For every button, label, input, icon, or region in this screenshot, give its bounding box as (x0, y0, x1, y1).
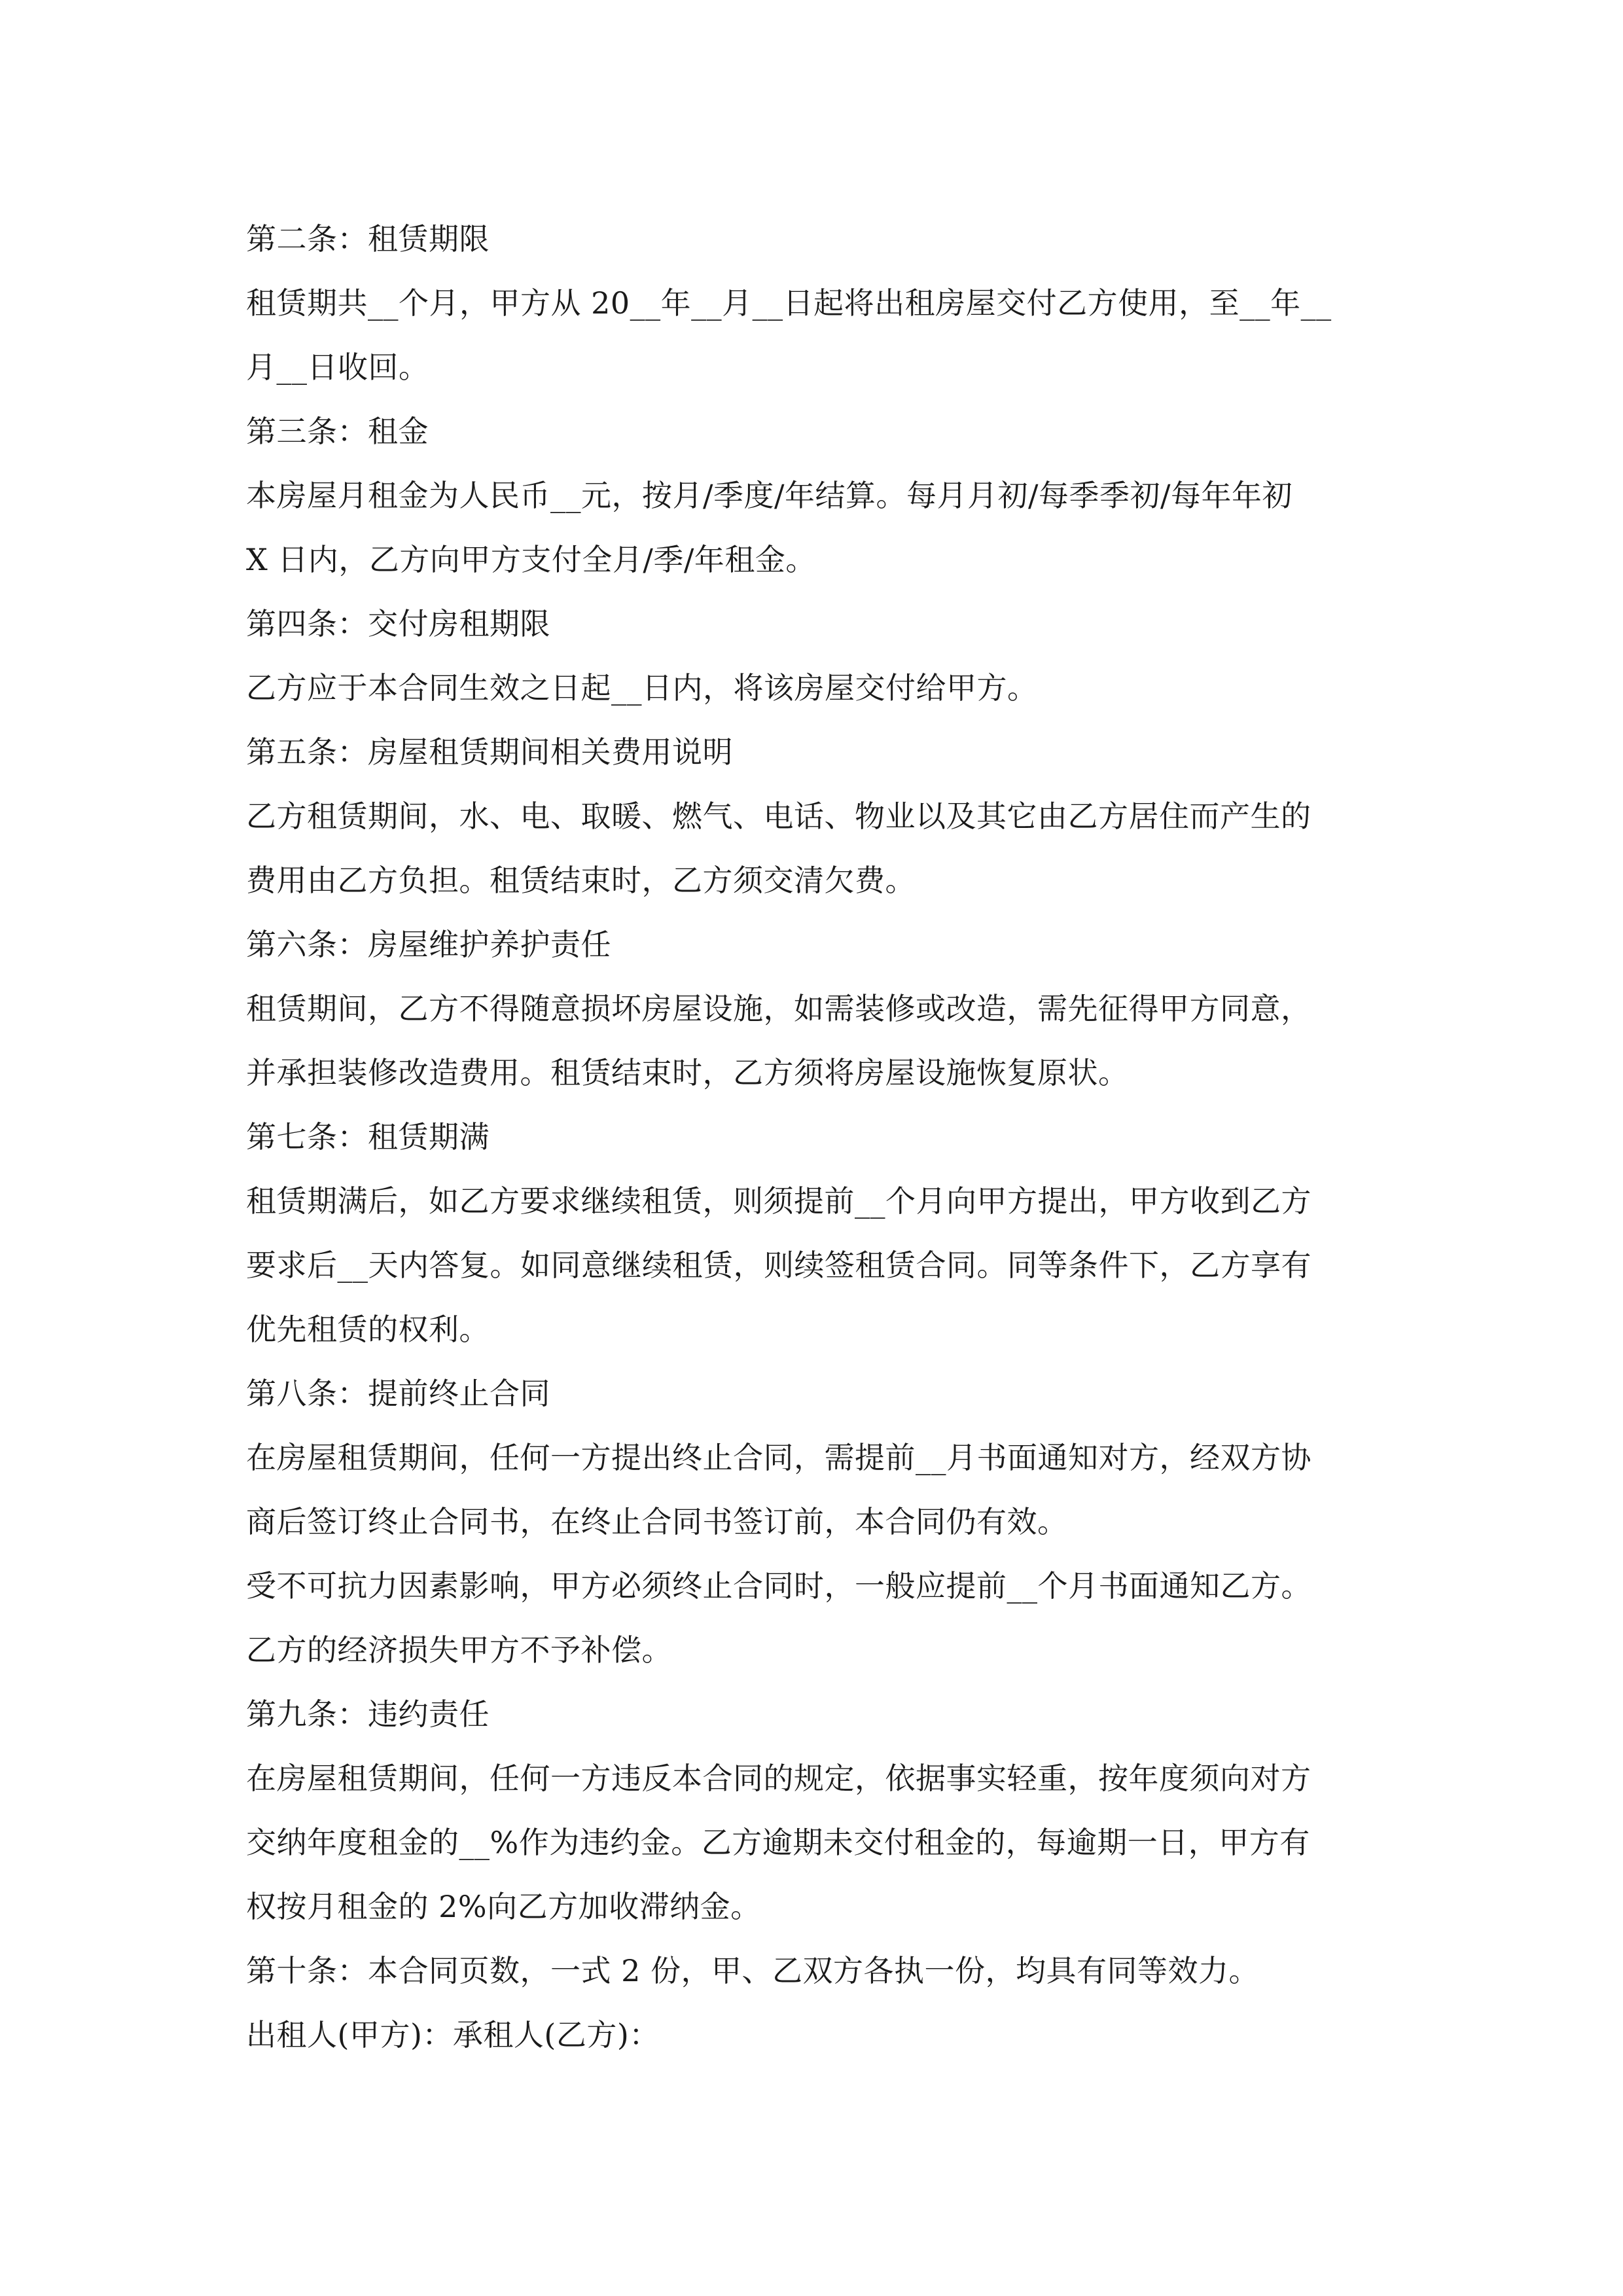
article-3-heading: 第三条：租金 (246, 414, 429, 449)
article-8-text-line-1: 在房屋租赁期间，任何一方提出终止合同，需提前__月书面通知对方，经双方协 (246, 1440, 1311, 1475)
article-9-text-line-2: 交纳年度租金的__%作为违约金。乙方逾期未交付租金的，每逾期一日，甲方有 (246, 1825, 1310, 1860)
signature-line: 出租人(甲方)：承租人(乙方)： (246, 2017, 660, 2053)
article-9-text-line-1: 在房屋租赁期间，任何一方违反本合同的规定，依据事实轻重，按年度须向对方 (246, 1761, 1311, 1796)
article-8-text-line-2: 商后签订终止合同书，在终止合同书签订前，本合同仍有效。 (246, 1504, 1068, 1539)
article-6-text-line-1: 租赁期间，乙方不得随意损坏房屋设施，如需装修或改造，需先征得甲方同意， (246, 991, 1311, 1026)
article-8-text-line-4: 乙方的经济损失甲方不予补偿。 (246, 1632, 672, 1668)
article-6-text-line-2: 并承担装修改造费用。租赁结束时，乙方须将房屋设施恢复原状。 (246, 1055, 1129, 1090)
article-10-text: 第十条：本合同页数，一式 2 份，甲、乙双方各执一份，均具有同等效力。 (246, 1953, 1260, 1988)
article-7-heading: 第七条：租赁期满 (246, 1119, 490, 1155)
article-8-heading: 第八条：提前终止合同 (246, 1376, 550, 1411)
article-7-text-line-2: 要求后__天内答复。如同意继续租赁，则续签租赁合同。同等条件下，乙方享有 (246, 1247, 1311, 1283)
article-5-text-line-2: 费用由乙方负担。租赁结束时，乙方须交清欠费。 (246, 863, 916, 898)
article-5-text-line-1: 乙方租赁期间，水、电、取暖、燃气、电话、物业以及其它由乙方居住而产生的 (246, 798, 1311, 834)
article-2-heading: 第二条：租赁期限 (246, 221, 490, 257)
article-3-text-line-2: X 日内，乙方向甲方支付全月/季/年租金。 (246, 542, 816, 577)
article-4-heading: 第四条：交付房租期限 (246, 606, 550, 641)
article-9-text-line-3: 权按月租金的 2%向乙方加收滞纳金。 (246, 1889, 761, 1924)
article-7-text-line-1: 租赁期满后，如乙方要求继续租赁，则须提前__个月向甲方提出，甲方收到乙方 (246, 1183, 1311, 1219)
article-4-text-line-1: 乙方应于本合同生效之日起__日内，将该房屋交付给甲方。 (246, 670, 1038, 706)
article-5-heading: 第五条：房屋租赁期间相关费用说明 (246, 734, 733, 770)
article-3-text-line-1: 本房屋月租金为人民币__元，按月/季度/年结算。每月月初/每季季初/每年年初 (246, 478, 1293, 513)
article-2-text-line-2: 月__日收回。 (246, 350, 429, 385)
contract-body (246, 207, 1391, 2067)
article-9-heading: 第九条：违约责任 (246, 1696, 490, 1732)
article-8-text-line-3: 受不可抗力因素影响，甲方必须终止合同时，一般应提前__个月书面通知乙方。 (246, 1568, 1311, 1604)
article-2-text-line-1: 租赁期共__个月，甲方从 20__年__月__日起将出租房屋交付乙方使用，至__年__ (246, 285, 1332, 321)
article-7-text-line-3: 优先租赁的权利。 (246, 1312, 490, 1347)
article-6-heading: 第六条：房屋维护养护责任 (246, 927, 611, 962)
